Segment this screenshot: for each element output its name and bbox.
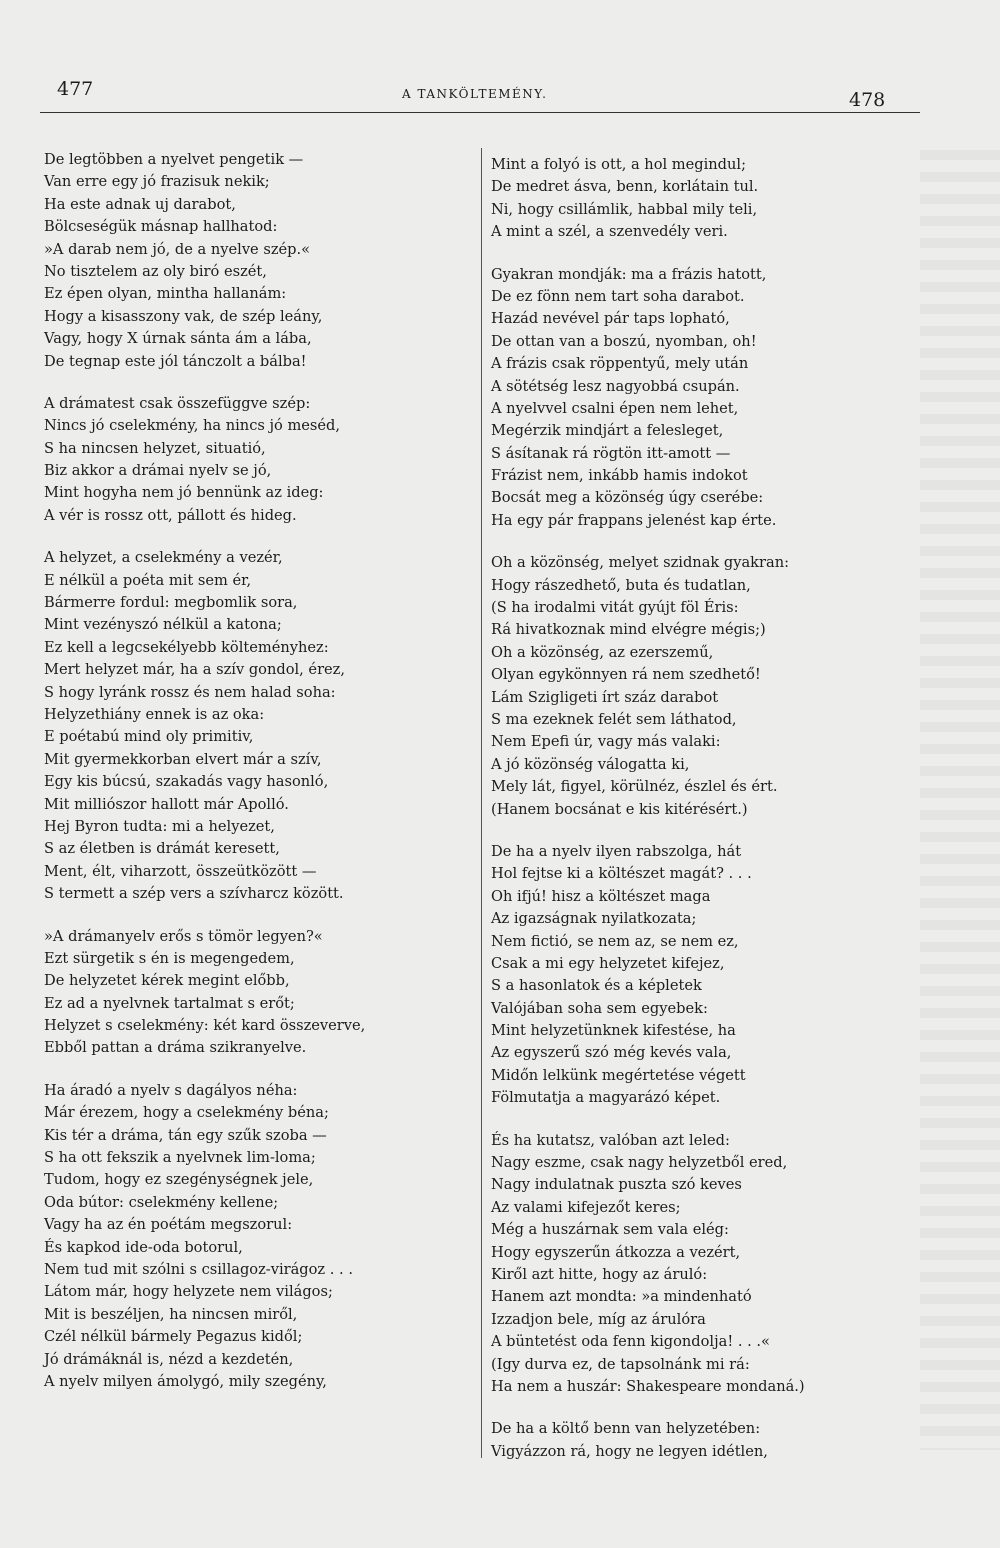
verse-line: Mint helyzetünknek kifestése, ha [491,1022,736,1040]
verse-line: Oh a közönség, melyet szidnak gyakran: [491,554,790,572]
verse-line: No tisztelem az oly biró eszét, [44,262,267,280]
verse-line: Az igazságnak nyilatkozata; [491,910,697,928]
verse-line: Nagy eszme, csak nagy helyzetből ered, [491,1154,788,1172]
verse-line: Mit milliószor hallott már Apolló. [44,795,289,813]
verse-line: Csak a mi egy helyzetet kifejez, [491,954,725,972]
verse-line: A büntetést oda fenn kigondolja! . . .« [491,1333,770,1351]
verse-line: Ez épen olyan, mintha hallanám: [44,285,287,303]
verse-line: Bármerre fordul: megbomlik sora, [44,594,298,612]
verse-line: (Igy durva ez, de tapsolnánk mi rá: [491,1355,750,1373]
verse-line: Ni, hogy csillámlik, habbal mily teli, [491,200,758,218]
header-rule [40,112,920,113]
verse-line: Oh a közönség, az ezerszemű, [491,643,714,661]
verse-line: Hol fejtse ki a költészet magát? . . . [491,865,752,883]
verse-line: De ha a költő benn van helyzetében: [491,1420,761,1438]
bleed-through-text [920,150,1000,1450]
verse-line: E nélkül a poéta mit sem ér, [44,571,252,589]
verse-line: A frázis csak röppentyű, mely után [491,355,749,373]
stanza [491,1130,805,1399]
right-page-number: 478 [849,89,886,111]
verse-line: S a hasonlatok és a képletek [491,977,702,995]
verse-line: Midőn lelkünk megértetése végett [491,1066,746,1084]
verse-line: A drámatest csak összefüggve szép: [44,394,311,412]
verse-line: S ha nincsen helyzet, situatió, [44,439,266,457]
verse-line: De helyzetet kérek megint előbb, [44,972,290,990]
verse-line: Mit gyermekkorban elvert már a szív, [44,750,322,768]
verse-line: Van erre egy jó frazisuk nekik; [44,173,270,191]
verse-line: Olyan egykönnyen rá nem szedhető! [491,666,761,684]
verse-line: Kiről azt hitte, hogy az áruló: [491,1265,708,1283]
verse-line: Ha este adnak uj darabot, [44,195,236,213]
verse-line: Megérzik mindjárt a felesleget, [491,422,724,440]
verse-line: Ez ad a nyelvnek tartalmat s erőt; [44,994,295,1012]
verse-line: Lám Szigligeti írt száz darabot [491,688,719,706]
verse-line: De ottan van a boszú, nyomban, oh! [491,332,757,350]
verse-line: De medret ásva, benn, korlátain tul. [491,178,759,196]
verse-line: S az életben is drámát keresett, [44,840,280,858]
verse-line: A sötétség lesz nagyobbá csupán. [491,377,740,395]
verse-line: Mit is beszéljen, ha nincsen miről, [44,1305,298,1323]
verse-line: »A drámanyelv erős s tömör legyen?« [44,927,323,945]
stanza [44,926,365,1060]
verse-line: És ha kutatsz, valóban azt leled: [491,1131,730,1149]
verse-line: Gyakran mondják: ma a frázis hatott, [491,265,767,283]
verse-line: Hej Byron tudta: mi a helyezet, [44,817,275,835]
verse-line: Vagy, hogy X úrnak sánta ám a lába, [44,330,312,348]
verse-line: Rá hivatkoznak mind elvégre mégis;) [491,621,766,639]
verse-line: Helyzethiány ennek is az oka: [44,705,265,723]
verse-line: És kapkod ide-oda botorul, [44,1238,243,1256]
stanza [491,552,805,821]
verse-line: S ma ezeknek felét sem láthatod, [491,710,737,728]
verse-line: Czél nélkül bármely Pegazus kidől; [44,1328,303,1346]
verse-line: Ez kell a legcsekélyebb költeményhez: [44,638,329,656]
verse-line: Ment, élt, viharzott, összeütközött — [44,862,317,880]
stanza [491,264,805,533]
left-column [44,149,365,1413]
running-title: A TANKÖLTEMÉNY. [402,87,548,101]
verse-line: Hogy egyszerűn átkozza a vezért, [491,1243,741,1261]
verse-line: De ez fönn nem tart soha darabot. [491,287,745,305]
verse-line: Látom már, hogy helyzete nem világos; [44,1283,333,1301]
verse-line: Hogy a kisasszony vak, de szép leány, [44,307,323,325]
verse-line: A vér is rossz ott, pállott és hideg. [44,506,297,524]
verse-line: Ezt sürgetik s én is megengedem, [44,949,295,967]
verse-line: Frázist nem, inkább hamis indokot [491,467,748,485]
verse-line: A nyelvvel csalni épen nem lehet, [491,399,739,417]
verse-line: E poétabú mind oly primitiv, [44,728,254,746]
verse-line: Vagy ha az én poétám megszorul: [44,1216,293,1234]
verse-line: Ha nem a huszár: Shakespeare mondaná.) [491,1377,805,1395]
verse-line: Az egyszerű szó még kevés vala, [491,1044,732,1062]
verse-line: Ha áradó a nyelv s dagályos néha: [44,1081,298,1099]
verse-line: Az valami kifejezőt keres; [491,1198,681,1216]
verse-line: A mint a szél, a szenvedély veri. [491,223,728,241]
verse-line: Ha egy pár frappans jelenést kap érte. [491,511,777,529]
verse-line: De ha a nyelv ilyen rabszolga, hát [491,842,742,860]
verse-line: Helyzet s cselekmény: két kard összeverve, [44,1017,366,1035]
right-column [491,154,805,1483]
verse-line: S termett a szép vers a szívharcz között. [44,885,344,903]
verse-line: A helyzet, a cselekmény a vezér, [44,549,283,567]
verse-line: Hazád nevével pár taps lopható, [491,310,730,328]
verse-line: Tudom, hogy ez szegénységnek jele, [44,1171,314,1189]
verse-line: Még a huszárnak sem vala elég: [491,1221,729,1239]
verse-line: S ásítanak rá rögtön itt-amott — [491,444,731,462]
verse-line: (Hanem bocsánat e kis kitérésért.) [491,800,748,818]
stanza [44,149,365,373]
verse-line: Biz akkor a drámai nyelv se jó, [44,462,272,480]
verse-line: Fölmutatja a magyarázó képet. [491,1089,721,1107]
verse-line: Bocsát meg a közönség úgy cserébe: [491,489,764,507]
verse-line: Hogy rászedhető, buta és tudatlan, [491,576,751,594]
verse-line: Bölcseségük másnap hallhatod: [44,218,278,236]
stanza [491,1418,805,1463]
stanza [44,1080,365,1393]
stanza [44,393,365,527]
verse-line: De legtöbben a nyelvet pengetik — [44,151,304,168]
verse-line: Mint hogyha nem jó bennünk az ideg: [44,484,324,502]
left-page-number: 477 [57,78,94,100]
verse-line: De tegnap este jól tánczolt a bálba! [44,352,307,370]
stanza [491,841,805,1110]
verse-line: (S ha irodalmi vitát gyújt föl Éris: [491,599,739,617]
verse-line: Kis tér a dráma, tán egy szűk szoba — [44,1126,327,1144]
verse-line: Ebből pattan a dráma szikranyelve. [44,1039,307,1057]
verse-line: Nem Epefi úr, vagy más valaki: [491,733,721,751]
verse-line: Vigyázzon rá, hogy ne legyen idétlen, [491,1442,768,1460]
verse-line: Hanem azt mondta: »a mindenható [491,1288,752,1306]
verse-line: Nem tud mit szólni s csillagoz-virágoz . . . [44,1260,353,1278]
verse-line: Nincs jó cselekmény, ha nincs jó meséd, [44,417,341,435]
column-divider [481,148,482,1458]
verse-line: Izzadjon bele, míg az árulóra [491,1310,706,1328]
verse-line: Oh ifjú! hisz a költészet maga [491,887,711,905]
verse-line: Mert helyzet már, ha a szív gondol, érez, [44,661,346,679]
verse-line: A jó közönség válogatta ki, [491,755,690,773]
verse-line: Valójában soha sem egyebek: [491,999,708,1017]
verse-line: S hogy lyránk rossz és nem halad soha: [44,683,336,701]
verse-line: Nagy indulatnak puszta szó keves [491,1176,742,1194]
stanza [491,154,805,244]
verse-line: Mint vezényszó nélkül a katona; [44,616,282,634]
verse-line: Mint a folyó is ott, a hol megindul; [491,156,747,173]
verse-line: Jó drámáknál is, nézd a kezdetén, [44,1350,294,1368]
verse-line: »A darab nem jó, de a nyelve szép.« [44,240,311,258]
stanza [44,547,365,905]
verse-line: S ha ott fekszik a nyelvnek lim-loma; [44,1149,316,1167]
verse-line: Nem fictió, se nem az, se nem ez, [491,932,739,950]
verse-line: Már érezem, hogy a cselekmény béna; [44,1104,329,1122]
verse-line: A nyelv milyen ámolygó, mily szegény, [44,1372,327,1390]
verse-line: Mely lát, figyel, körülnéz, észlel és ért. [491,778,778,796]
verse-line: Egy kis búcsú, szakadás vagy hasonló, [44,773,329,791]
verse-line: Oda bútor: cselekmény kellene; [44,1193,279,1211]
